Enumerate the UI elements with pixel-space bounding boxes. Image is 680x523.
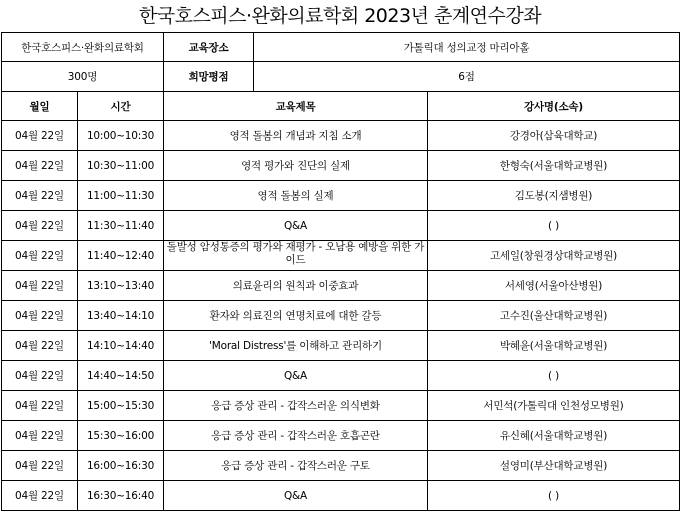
score-label: 희망평점	[164, 62, 254, 92]
row-lecturer: 고수진(울산대학교병원)	[428, 301, 680, 331]
table-row	[2, 391, 680, 421]
row-lecturer: 설영미(부산대학교병원)	[428, 451, 680, 481]
table-row	[2, 301, 680, 331]
table-row	[2, 151, 680, 181]
table-row	[2, 241, 680, 271]
venue-value: 가톨릭대 성의교정 마리아홀	[254, 33, 680, 62]
header-date: 월일	[2, 92, 78, 121]
row-time: 10:00~10:30	[78, 121, 164, 151]
table-row	[2, 481, 680, 511]
row-time: 13:10~13:40	[78, 271, 164, 301]
row-lecturer: 김도봉(지샘병원)	[428, 181, 680, 211]
header-time: 시간	[78, 92, 164, 121]
row-date: 04월 22일	[2, 361, 78, 391]
row-subject: Q&A	[164, 361, 428, 391]
table-row	[2, 361, 680, 391]
row-date: 04월 22일	[2, 271, 78, 301]
row-time: 13:40~14:10	[78, 301, 164, 331]
capacity-cell: 300명	[2, 62, 164, 92]
header-lecturer: 강사명(소속)	[428, 92, 680, 121]
row-subject: 'Moral Distress'를 이해하고 관리하기	[164, 331, 428, 361]
row-time: 15:30~16:00	[78, 421, 164, 451]
row-subject: 환자와 의료진의 연명치료에 대한 갈등	[164, 301, 428, 331]
venue-label: 교육장소	[164, 33, 254, 62]
row-date: 04월 22일	[2, 331, 78, 361]
table-row	[2, 121, 680, 151]
row-time: 11:40~12:40	[78, 241, 164, 271]
row-subject: 응급 증상 관리 - 갑작스러운 구토	[164, 451, 428, 481]
row-lecturer: 고세일(창원경상대학교병원)	[428, 241, 680, 271]
info-row-2	[2, 62, 680, 92]
header-subject: 교육제목	[164, 92, 428, 121]
row-date: 04월 22일	[2, 181, 78, 211]
row-subject: 영적 돌봄의 개념과 지침 소개	[164, 121, 428, 151]
row-date: 04월 22일	[2, 211, 78, 241]
page-title: 한국호스피스·완화의료학회 2023년 춘계연수강좌	[138, 5, 542, 27]
row-lecturer: 한형숙(서울대학교병원)	[428, 151, 680, 181]
row-date: 04월 22일	[2, 301, 78, 331]
table-row	[2, 271, 680, 301]
row-subject: Q&A	[164, 481, 428, 511]
row-date: 04월 22일	[2, 421, 78, 451]
row-lecturer: ( )	[428, 481, 680, 511]
row-date: 04월 22일	[2, 391, 78, 421]
table-row	[2, 181, 680, 211]
row-time: 14:10~14:40	[78, 331, 164, 361]
table-row	[2, 451, 680, 481]
row-subject: 영적 돌봄의 실제	[164, 181, 428, 211]
row-lecturer: 강경아(삼육대학교)	[428, 121, 680, 151]
row-date: 04월 22일	[2, 151, 78, 181]
row-time: 10:30~11:00	[78, 151, 164, 181]
row-time: 11:00~11:30	[78, 181, 164, 211]
row-date: 04월 22일	[2, 481, 78, 511]
row-lecturer: ( )	[428, 361, 680, 391]
row-subject: 의료윤리의 원칙과 이중효과	[164, 271, 428, 301]
row-lecturer: 서민석(가톨릭대 인천성모병원)	[428, 391, 680, 421]
row-date: 04월 22일	[2, 451, 78, 481]
row-subject: 응급 증상 관리 - 갑작스러운 호흡곤란	[164, 421, 428, 451]
info-row-1	[2, 33, 680, 62]
table-row	[2, 211, 680, 241]
row-lecturer: ( )	[428, 211, 680, 241]
row-lecturer: 유신혜(서울대학교병원)	[428, 421, 680, 451]
row-time: 15:00~15:30	[78, 391, 164, 421]
row-time: 16:30~16:40	[78, 481, 164, 511]
organizer-cell: 한국호스피스·완화의료학회	[2, 33, 164, 62]
row-date: 04월 22일	[2, 121, 78, 151]
row-time: 16:00~16:30	[78, 451, 164, 481]
row-subject: Q&A	[164, 211, 428, 241]
row-subject: 돌발성 암성통증의 평가와 재평가 - 오남용 예방을 위한 가이드	[166, 240, 425, 266]
row-subject: 응급 증상 관리 - 갑작스러운 의식변화	[164, 391, 428, 421]
schedule-table	[1, 32, 680, 511]
row-subject: 영적 평가와 진단의 실제	[164, 151, 428, 181]
row-lecturer: 서세영(서울아산병원)	[428, 271, 680, 301]
table-row	[2, 421, 680, 451]
header-row	[2, 92, 680, 121]
row-lecturer: 박혜윤(서울대학교병원)	[428, 331, 680, 361]
row-date: 04월 22일	[2, 241, 78, 271]
row-time: 11:30~11:40	[78, 211, 164, 241]
row-subject-cell	[164, 241, 428, 271]
table-row	[2, 331, 680, 361]
row-time: 14:40~14:50	[78, 361, 164, 391]
score-value: 6점	[254, 62, 680, 92]
